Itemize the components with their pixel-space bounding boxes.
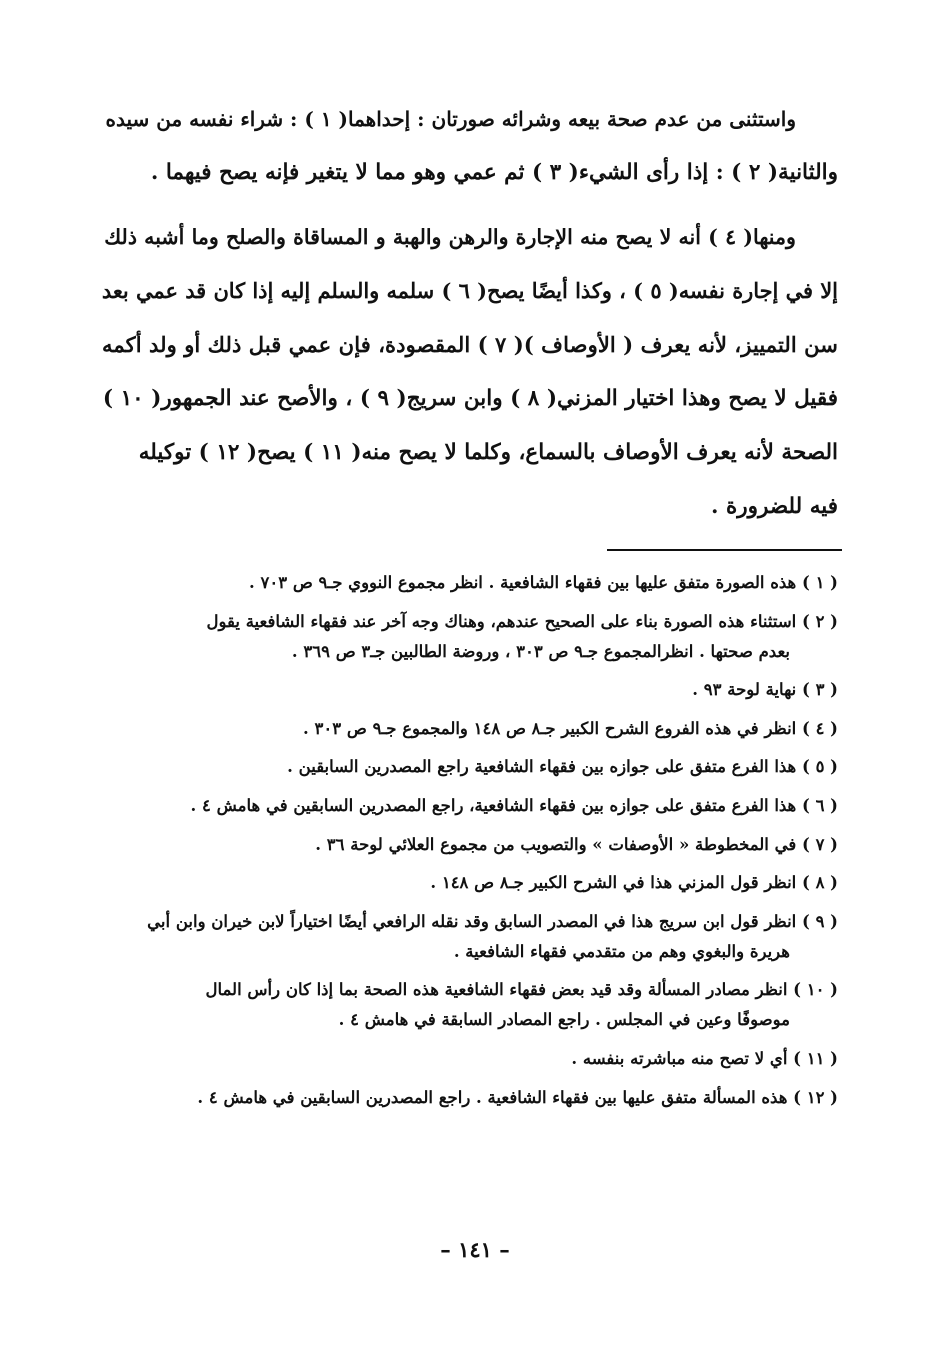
footnote-line: ( ٦ ) هذا الفرع متفق على جوازه بين فقهاء الشافعية، راجع المصدرين السابقين في هامش ٤ . xyxy=(190,795,838,815)
footnote xyxy=(98,791,838,821)
text-line: واستثنى من عدم صحة بيعه وشرائه صورتان : إحداهما( ١ ) : شراء نفسه من سيده xyxy=(105,107,796,131)
footnote-line: ( ٣ ) نهاية لوحة ٩٣ . xyxy=(692,680,838,700)
text-line: إلا في إجارة نفسه( ٥ ) ، وكذا أيضًا يصح( ٦ ) سلمه والسلم إليه إذا كان قد عمي بعد xyxy=(101,278,838,303)
footnote xyxy=(98,1044,838,1074)
footnote xyxy=(98,568,838,598)
footnote-line: ( ١ ) هذه الصورة متفق عليها بين فقهاء الشافعية . انظر مجموع النووي جـ٩ ص ٧٠٣ . xyxy=(248,573,838,592)
footnote-line: ( ٧ ) في المخطوطة « الأوصفات » والتصويب من مجموع العلائي لوحة ٣٦ . xyxy=(315,834,838,854)
footnote-line: ( ٩ ) انظر قول ابن سريج هذا في المصدر السابق وقد نقله الرافعي أيضًا اختياراً لابن خيران وابن أبي xyxy=(147,911,838,931)
footnote-line: ( ٨ ) انظر قول المزني هذا في الشرح الكبير جـ٨ ص ١٤٨ . xyxy=(430,873,838,893)
footnotes xyxy=(98,568,838,1121)
text-line: فقيل لا يصح وهذا اختيار المزني( ٨ ) وابن سريج( ٩ ) ، والأصح عند الجمهور( ١٠ ) xyxy=(102,386,838,411)
footnote-line: هريرة والبغوي وهم من متقدمي فقهاء الشافعية . xyxy=(453,941,790,961)
paragraph xyxy=(98,92,838,200)
text-line: فيه للضرورة . xyxy=(711,494,838,519)
footnote xyxy=(98,907,838,967)
paragraph xyxy=(98,210,838,534)
footnote xyxy=(98,868,838,898)
footnote xyxy=(98,1083,838,1113)
text-line: ومنها( ٤ ) أنه لا يصح منه الإجارة والرهن والهبة و المساقاة والصلح وما أشبه ذلك xyxy=(104,225,796,249)
footnote-line: ( ١٢ ) هذه المسألة متفق عليها بين فقهاء الشافعية . راجع المصدرين السابقين في هامش ٤ . xyxy=(197,1087,838,1107)
footnote-line: ( ١١ ) أي لا تصح منه مباشرته بنفسه . xyxy=(571,1048,838,1068)
footnote-line: ( ٥ ) هذا الفرع متفق على جوازه بين فقهاء الشافعية راجع المصدرين السابقين . xyxy=(287,757,838,777)
footnote xyxy=(98,675,838,705)
text-line: الصحة لأنه يعرف الأوصاف بالسماع، وكلما لا يصح منه( ١١ ) يصح( ١٢ ) توكيله xyxy=(138,440,838,465)
text-line: والثانية( ٢ ) : إذا رأى الشيء( ٣ ) ثم عمي وهو مما لا يتغير فإنه يصح فيهما . xyxy=(150,160,838,185)
footnote-line: بعدم صحتها . انظرالمجموع جـ٩ ص ٣٠٣ ، وروضة الطالبين جـ٣ ص ٣٦٩ . xyxy=(291,641,790,661)
footnote-line: موصوفًا وعين في المجلس . راجع المصادر السابقة في هامش ٤ . xyxy=(338,1010,790,1030)
footnote-line: ( ١٠ ) انظر مصادر المسألة وقد قيد بعض فقهاء الشافعية هذه الصحة بما إذا كان رأس المال xyxy=(205,980,838,1000)
footnote-line: ( ٢ ) استثناء هذه الصورة بناء على الصحيح عندهم، وهناك وجه آخر عند فقهاء الشافعية يقول xyxy=(206,611,838,631)
footnote xyxy=(98,975,838,1035)
main-text xyxy=(98,92,838,534)
footnote xyxy=(98,830,838,860)
footnote-separator xyxy=(607,549,842,551)
footnote xyxy=(98,752,838,782)
text-line: سن التمييز، لأنه يعرف ( الأوصاف )( ٧ ) المقصودة، فإن عمي قبل ذلك أو ولد أكمه xyxy=(102,332,838,357)
page-number: – ١٤١ – xyxy=(440,1237,510,1262)
footnote-line: ( ٤ ) انظر في هذه الفروع الشرح الكبير جـ٨ ص ١٤٨ والمجموع جـ٩ ص ٣٠٣ . xyxy=(303,718,838,738)
footnote xyxy=(98,607,838,667)
footnote xyxy=(98,714,838,744)
